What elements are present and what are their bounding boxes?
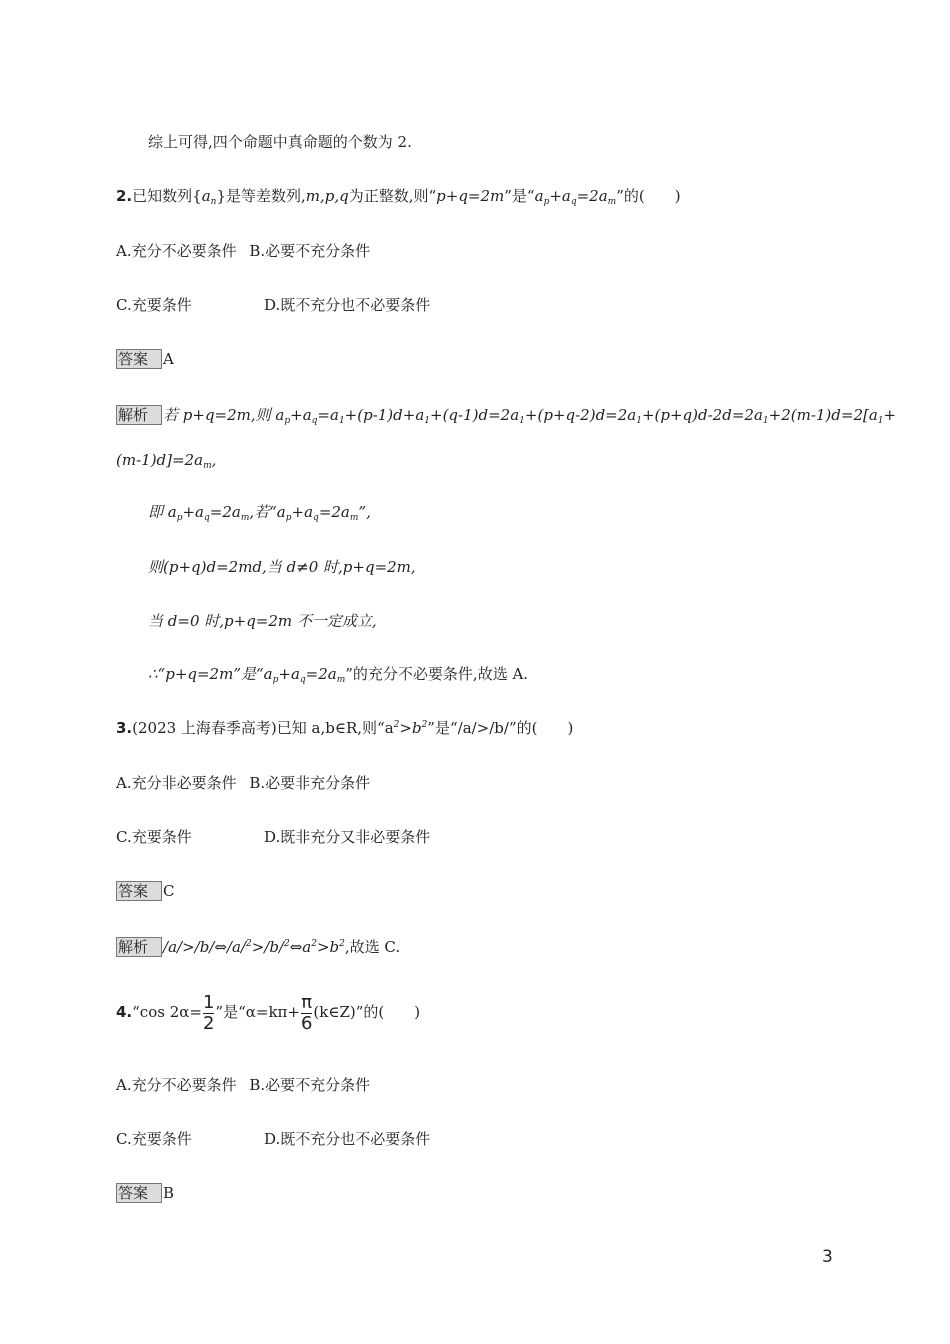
question-4-options-cd [116,1129,430,1149]
answer-label: 答案 [116,1183,162,1203]
question-4-answer [116,1183,174,1203]
answer-value: C [163,882,175,900]
page-number: 3 [822,1247,833,1267]
option-b: B.必要不充分条件 [249,1076,371,1094]
question-2-options-cd [116,295,430,315]
question-2-solution-line-3: 即 $a_p+a_q=2a_m$,若“$a_p+a_q=2a_m$”, [148,503,371,523]
option-c: C.充要条件 [116,828,192,846]
question-2-stem: 2.已知数列$\{a_n\}$是等差数列,m,p,q为正整数,则“p+q=2m”是“$a_p+a_q=2a_m$”的( ) [116,187,681,207]
question-3-answer [116,881,175,901]
question-4-stem: 4.“cos 2α= $\frac{1}{2}$ ”是“α=kπ+ $\frac{\pi}{6}$ (k∈Z)”的( ) [116,991,421,1034]
question-2-solution-line-4: 则(p+q)d=2md,当 d≠0 时,p+q=2m, [148,558,416,576]
question-3-options-cd [116,827,430,847]
question-3-stem: 3.(2023 上海春季高考)已知 a,b∈R,则“$a^2>b^2$”是“/a/>/b/”的( ) [116,719,574,737]
question-3-solution: 解析 $/a/>/b/\Leftrightarrow/a/^2>/b/^2\Leftrightarrow a^2>b^2$,故选 C. [118,938,401,956]
question-2-solution-line-2: $(m-1)d]=2a_m$, [116,451,217,471]
question-2-solution-line-1: 解析 若 p+q=2m,则 $a_p+a_q=a_1+(p-1)d+a_1+(q-1)d=2a_1+(p+q-2)d=2a_1+(p+q)d-2d=2a_1+2(m-1)d=2[a_1+$ [118,406,897,426]
answer-label: 答案 [116,881,162,901]
option-a: A.充分不必要条件 [116,242,237,260]
option-b: B.必要不充分条件 [249,242,371,260]
question-4-options-ab [116,1075,370,1095]
fraction-pi-over-six: $\frac{\pi}{6}$ [300,991,313,1034]
fraction-one-half: $\frac{1}{2}$ [202,991,215,1034]
question-2-solution-line-5: 当 d=0 时,p+q=2m 不一定成立, [148,612,377,630]
option-b: B.必要非充分条件 [249,774,371,792]
summary-line: 综上可得,四个命题中真命题的个数为 2. [148,133,412,151]
option-a: A.充分非必要条件 [116,774,237,792]
option-d: D.既不充分也不必要条件 [264,1130,431,1148]
answer-value: B [163,1184,175,1202]
solution-label: 解析 [116,405,162,425]
option-c: C.充要条件 [116,296,192,314]
answer-value: A [163,350,174,368]
option-a: A.充分不必要条件 [116,1076,237,1094]
option-d: D.既不充分也不必要条件 [264,296,431,314]
question-2-solution-line-6: ∴“p+q=2m”是“$a_p+a_q=2a_m$”的充分不必要条件,故选 A. [148,665,529,685]
option-d: D.既非充分又非必要条件 [264,828,431,846]
question-3-options-ab [116,773,370,793]
option-c: C.充要条件 [116,1130,192,1148]
solution-label: 解析 [116,937,162,957]
answer-label: 答案 [116,349,162,369]
question-2-answer [116,349,174,369]
question-2-options-ab [116,241,370,261]
